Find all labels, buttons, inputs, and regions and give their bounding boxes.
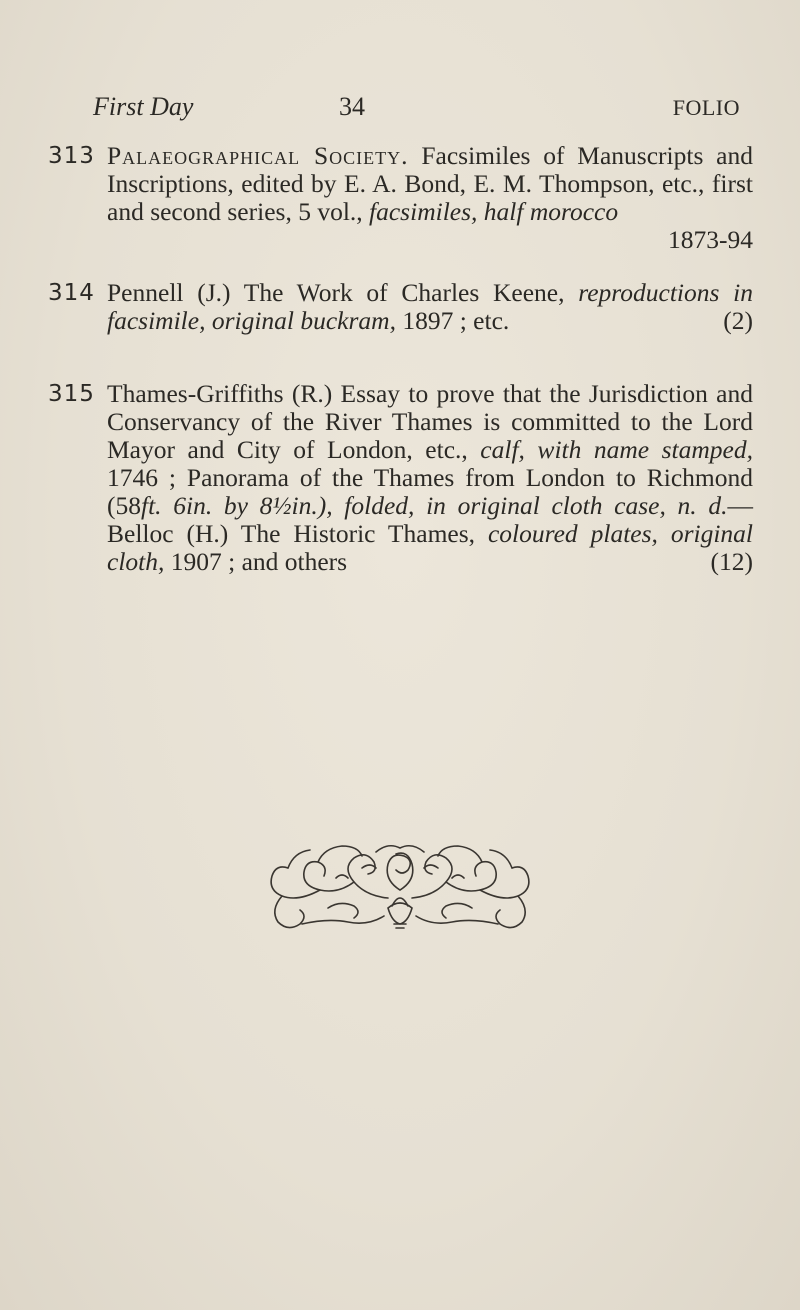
header-format: FOLIO — [672, 95, 740, 120]
floral-ornament-icon — [258, 838, 542, 934]
entry-binding: reproductions in facsimile, original buckram, — [107, 278, 753, 335]
entry-text-3: —Belloc (H.) The Historic Thames, — [107, 491, 753, 548]
entry-binding-2: coloured plates, original cloth, — [107, 519, 754, 576]
entry-text: Pennell (J.) The Work of Charles Keene, — [107, 278, 565, 307]
entry-text-2: 1897 ; etc. — [402, 306, 510, 335]
catalogue-entry-315 — [48, 380, 753, 576]
catalogue-entry-313 — [48, 142, 753, 254]
entry-binding: calf, with name stamped, — [480, 435, 754, 464]
header-day: First Day — [93, 92, 194, 121]
entry-quantity: (12) — [710, 547, 753, 576]
page-number: 34 — [339, 92, 365, 121]
entry-author: Palaeographical Society. — [107, 141, 409, 170]
entry-dimensions: ft. 6in. by 8½in.), folded, in original cloth case, n. d. — [141, 491, 728, 520]
entry-quantity: (2) — [723, 306, 753, 335]
catalogue-entry-314 — [48, 279, 753, 335]
lot-number: 313 — [48, 143, 95, 169]
entry-binding: facsimiles, half morocco — [369, 197, 619, 226]
entry-text-2: 1746 ; Panorama of the Thames from London to Richmond (58 — [107, 463, 753, 520]
entry-text: Thames-Griffiths (R.) Essay to prove that the Jurisdiction and Conservancy of the River Thames is committed to the Lord Mayor and City of London, etc., — [107, 379, 753, 464]
lot-number: 315 — [48, 381, 95, 407]
entry-date: 1873-94 — [668, 225, 753, 254]
entry-text-4: 1907 ; and others — [170, 547, 348, 576]
entry-text: Facsimiles of Manuscripts and Inscriptions, edited by E. A. Bond, E. M. Thompson, etc., first and second series, 5 vol., — [107, 141, 753, 226]
entry-date-line — [107, 226, 753, 254]
page-header — [93, 92, 740, 128]
lot-number: 314 — [48, 280, 95, 306]
